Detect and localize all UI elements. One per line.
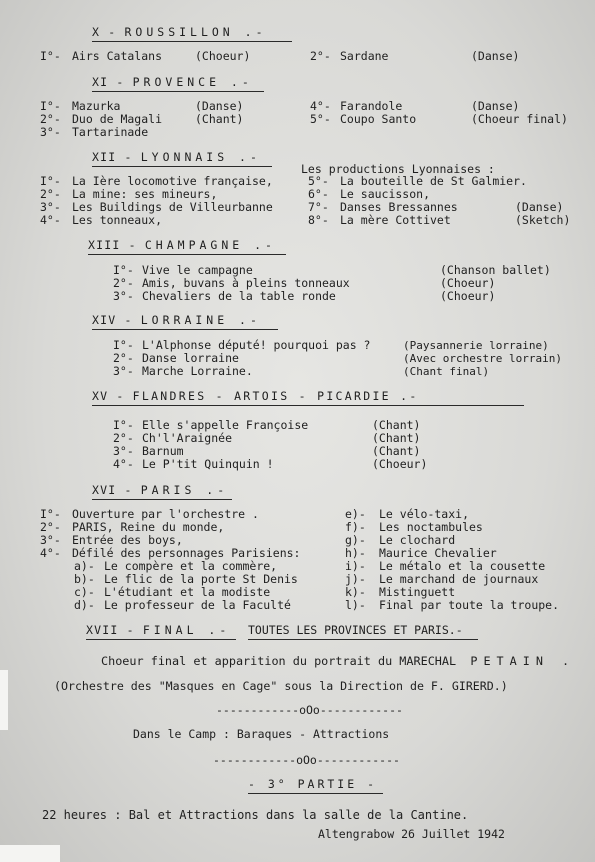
item-number: 2°- (310, 49, 331, 63)
item-number: 8°- (308, 213, 329, 227)
section-number: XVII - (86, 623, 135, 637)
section-heading (88, 239, 276, 252)
item-title: Amis, buvans à pleins tonneaux (142, 276, 350, 290)
subitem-letter: c)- (74, 585, 95, 599)
item-title: La Ière locomotive française, (72, 174, 273, 188)
section-heading (86, 624, 230, 637)
heading-underline (92, 166, 272, 167)
subitem-title: Le métalo et la cousette (379, 559, 546, 573)
item-kind: (Avec orchestre lorrain) (403, 352, 562, 365)
subitem-title: Le flic de la porte St Denis (104, 572, 298, 586)
item-title: Ouverture par l'orchestre . (72, 507, 259, 521)
item-number: I°- (40, 174, 61, 188)
subitem-letter: i)- (345, 559, 366, 573)
section-name: FINAL .- (142, 623, 231, 637)
section-name: PROVENCE .- (132, 75, 253, 89)
final-subtitle: TOUTES LES PROVINCES ET PARIS.- (248, 623, 463, 637)
subitem-letter: j)- (345, 572, 366, 586)
item-title: Barnum (142, 444, 184, 458)
item-kind: (Choeur) (195, 49, 251, 63)
item-number: I°- (40, 99, 61, 113)
item-number: 3°- (113, 289, 134, 303)
item-number: 2°- (113, 351, 134, 365)
item-title: Chevaliers de la table ronde (142, 289, 336, 303)
item-number: 5°- (310, 112, 331, 126)
section-number: XVI - (92, 483, 133, 497)
item-number: 4°- (40, 213, 61, 227)
subitem-title: L'étudiant et la modiste (104, 585, 271, 599)
item-title: Les tonneaux, (72, 213, 163, 227)
closing-line: 22 heures : Bal et Attractions dans la salle de la Cantine. (42, 808, 469, 822)
item-number: 5°- (308, 174, 329, 188)
item-number: 6°- (308, 187, 329, 201)
section-heading (92, 26, 267, 39)
heading-underline (92, 41, 292, 42)
item-number: I°- (113, 418, 134, 432)
section-name: PARIS .- (140, 483, 229, 497)
section-name: ROUSSILLON .- (124, 25, 267, 39)
finale-name: PETAIN . (470, 654, 576, 668)
heading-underline (92, 499, 232, 500)
subitem-title: Les noctambules (379, 520, 483, 534)
section-name: CHAMPAGNE .- (144, 238, 276, 252)
item-title: Marche Lorraine. (142, 364, 253, 378)
subitem-letter: a)- (74, 559, 95, 573)
item-title: Farandole (340, 99, 403, 113)
item-kind: (Choeur) (372, 457, 428, 471)
subitem-letter: d)- (74, 598, 95, 612)
item-number: 2°- (40, 112, 61, 126)
subitem-letter: f)- (345, 520, 366, 534)
item-title: Ch'l'Araignée (142, 431, 233, 445)
item-kind: (Chant) (372, 431, 421, 445)
subitem-title: Le compère et la commère, (104, 559, 278, 573)
section-heading (92, 151, 261, 164)
item-title: Elle s'appelle Françoise (142, 418, 309, 432)
subitem-title: Mistinguett (379, 585, 456, 599)
item-title: La bouteille de St Galmier. (340, 174, 527, 188)
item-number: 2°- (40, 520, 61, 534)
subitem-title: Final par toute la troupe. (379, 598, 560, 612)
item-title: Danse lorraine (142, 351, 239, 365)
subitem-title: Maurice Chevalier (379, 546, 497, 560)
section-number: XV - (92, 389, 125, 403)
item-title: Vive le campagne (142, 263, 253, 277)
item-number: I°- (40, 507, 61, 521)
item-kind: (Chant) (372, 418, 421, 432)
item-number: 3°- (40, 125, 61, 139)
heading-underline (88, 254, 286, 255)
item-number: 2°- (113, 276, 134, 290)
item-number: 3°- (113, 444, 134, 458)
item-kind: (Danse) (515, 200, 564, 214)
subitem-letter: g)- (345, 533, 366, 547)
item-title: La mine: ses mineurs, (72, 187, 218, 201)
section-note: Les productions Lyonnaises : (301, 162, 495, 176)
subitem-title: Le professeur de la Faculté (104, 598, 291, 612)
item-title: Mazurka (72, 99, 121, 113)
item-kind: (Choeur final) (471, 112, 568, 126)
camp-line: Dans le Camp : Baraques - Attractions (133, 727, 390, 741)
item-number: 2°- (40, 187, 61, 201)
item-kind: (Paysannerie lorraine) (403, 339, 549, 352)
item-title: Airs Catalans (72, 49, 163, 63)
item-title: Les Buildings de Villeurbanne (72, 200, 273, 214)
section-number: XI - (92, 75, 125, 89)
item-title: Le saucisson, (340, 187, 431, 201)
subtitle-underline (248, 639, 478, 640)
section-heading (92, 390, 419, 403)
item-title: L'Alphonse député! pourquoi pas ? (142, 338, 371, 352)
section-name: FLANDRES - ARTOIS - PICARDIE .- (132, 389, 419, 403)
item-kind: (Chant) (195, 112, 244, 126)
separator: ------------oOo------------ (213, 753, 400, 767)
section-number: XII - (92, 150, 133, 164)
finale-text: Choeur final et apparition du portrait du MARECHAL (101, 654, 457, 668)
item-title: La mère Cottivet (340, 213, 451, 227)
subitem-title: Le vélo-taxi, (379, 507, 470, 521)
item-number: 4°- (310, 99, 331, 113)
item-title: Tartarinade (72, 125, 149, 139)
place-date: Altengrabow 26 Juillet 1942 (318, 827, 505, 841)
subitem-letter: h)- (345, 546, 366, 560)
subitem-letter: b)- (74, 572, 95, 586)
separator: ------------oOo------------ (216, 703, 403, 717)
item-number: 2°- (113, 431, 134, 445)
orchestra-line: (Orchestre des "Masques en Cage" sous la Direction de F. GIRERD.) (54, 679, 508, 693)
part-underline (248, 793, 383, 794)
item-title: Le P'tit Quinquin ! (142, 457, 274, 471)
item-title: Défilé des personnages Parisiens: (72, 546, 301, 560)
section-heading (92, 314, 261, 327)
item-number: I°- (40, 49, 61, 63)
item-number: 3°- (40, 200, 61, 214)
part-heading: - 3° PARTIE - (248, 777, 378, 791)
section-number: XIII - (88, 238, 137, 252)
item-title: Coupo Santo (340, 112, 417, 126)
item-title: PARIS, Reine du monde, (72, 520, 225, 534)
item-kind: (Chanson ballet) (440, 263, 551, 277)
item-kind: (Danse) (471, 99, 520, 113)
subitem-title: Le clochard (379, 533, 456, 547)
item-number: 4°- (40, 546, 61, 560)
item-number: I°- (113, 338, 134, 352)
item-number: 4°- (113, 457, 134, 471)
item-kind: (Chant) (372, 444, 421, 458)
item-kind: (Sketch) (515, 213, 571, 227)
section-heading (92, 76, 253, 89)
item-title: Danses Bressannes (340, 200, 458, 214)
heading-underline (92, 405, 524, 406)
heading-underline (92, 91, 264, 92)
item-kind: (Choeur) (440, 276, 496, 290)
section-heading (92, 484, 228, 497)
item-kind: (Danse) (195, 99, 244, 113)
section-number: X - (92, 25, 117, 39)
item-number: 3°- (113, 364, 134, 378)
section-number: XIV - (92, 313, 133, 327)
item-number: 7°- (308, 200, 329, 214)
item-title: Sardane (340, 49, 389, 63)
finale-line (101, 655, 575, 668)
subitem-title: Le marchand de journaux (379, 572, 539, 586)
item-title: Entrée des boys, (72, 533, 183, 547)
item-title: Duo de Magali (72, 112, 163, 126)
section-name: LORRAINE .- (140, 313, 261, 327)
subitem-letter: l)- (345, 598, 366, 612)
subitem-letter: k)- (345, 585, 366, 599)
item-kind: (Choeur) (440, 289, 496, 303)
torn-edge-left (0, 670, 8, 730)
section-name: LYONNAIS .- (140, 150, 261, 164)
item-number: 3°- (40, 533, 61, 547)
item-kind: (Danse) (471, 49, 520, 63)
item-kind: (Chant final) (403, 365, 490, 378)
heading-underline (86, 639, 236, 640)
item-number: I°- (113, 263, 134, 277)
subitem-letter: e)- (345, 507, 366, 521)
torn-edge-bottom (0, 845, 60, 862)
heading-underline (92, 329, 278, 330)
